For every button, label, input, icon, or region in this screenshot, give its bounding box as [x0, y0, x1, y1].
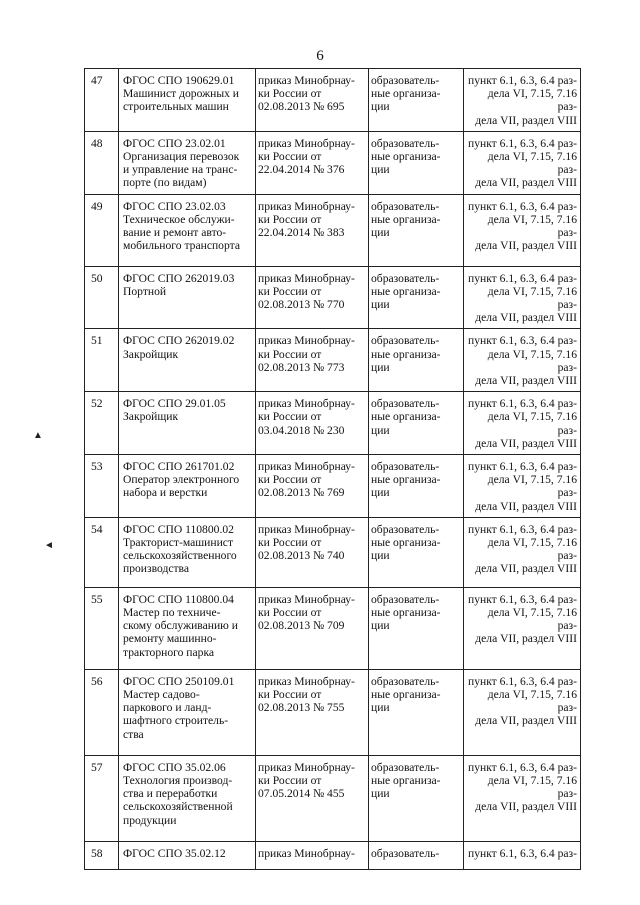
organization-cell: образователь- ные организа- ции [369, 755, 464, 841]
table-row [85, 266, 581, 329]
organization-cell: образователь- ные организа- ции [369, 329, 464, 392]
standard-cell: ФГОС СПО 110800.04 Мастер по техниче- скому обслуживанию и ремонту машинно- тракторного парка [119, 587, 256, 669]
points-cell: пункт 6.1, 6.3, 6.4 раз- дела VI, 7.15, 7.16 раз- дела VII, раздел VIII [464, 194, 581, 266]
row-number: 47 [85, 69, 119, 132]
organization-cell: образователь- ные организа- ции [369, 455, 464, 518]
table-row [85, 455, 581, 518]
order-cell: приказ Минобрнау- [256, 841, 369, 869]
points-cell: пункт 6.1, 6.3, 6.4 раз- дела VI, 7.15, 7.16 раз- дела VII, раздел VIII [464, 517, 581, 587]
organization-cell: образователь- ные организа- ции [369, 587, 464, 669]
row-number: 48 [85, 131, 119, 194]
points-cell: пункт 6.1, 6.3, 6.4 раз- дела VI, 7.15, 7.16 раз- дела VII, раздел VIII [464, 587, 581, 669]
standard-cell: ФГОС СПО 35.02.12 [119, 841, 256, 869]
row-number: 53 [85, 455, 119, 518]
scan-mark: ◄ [44, 540, 54, 551]
organization-cell: образователь- ные организа- ции [369, 669, 464, 755]
points-cell: пункт 6.1, 6.3, 6.4 раз- [464, 841, 581, 869]
table-row [85, 131, 581, 194]
order-cell: приказ Минобрнау- ки России от 02.08.2013 № 709 [256, 587, 369, 669]
table-row [85, 329, 581, 392]
points-cell: пункт 6.1, 6.3, 6.4 раз- дела VI, 7.15, 7.16 раз- дела VII, раздел VIII [464, 69, 581, 132]
row-number: 58 [85, 841, 119, 869]
table-row [85, 517, 581, 587]
page-number: 6 [316, 48, 324, 64]
row-number: 51 [85, 329, 119, 392]
order-cell: приказ Минобрнау- ки России от 02.08.2013 № 695 [256, 69, 369, 132]
order-cell: приказ Минобрнау- ки России от 02.08.2013 № 770 [256, 266, 369, 329]
table-row [85, 587, 581, 669]
organization-cell: образователь- ные организа- ции [369, 392, 464, 455]
row-number: 57 [85, 755, 119, 841]
table-row [85, 69, 581, 132]
standard-cell: ФГОС СПО 29.01.05 Закройщик [119, 392, 256, 455]
standard-cell: ФГОС СПО 23.02.01 Организация перевозок и управление на транс- порте (по видам) [119, 131, 256, 194]
order-cell: приказ Минобрнау- ки России от 02.08.2013 № 755 [256, 669, 369, 755]
organization-cell: образователь- ные организа- ции [369, 266, 464, 329]
standard-cell: ФГОС СПО 250109.01 Мастер садово- паркового и ланд- шафтного строитель- ства [119, 669, 256, 755]
row-number: 52 [85, 392, 119, 455]
table-row [85, 392, 581, 455]
row-number: 54 [85, 517, 119, 587]
order-cell: приказ Минобрнау- ки России от 22.04.2014 № 383 [256, 194, 369, 266]
points-cell: пункт 6.1, 6.3, 6.4 раз- дела VI, 7.15, 7.16 раз- дела VII, раздел VIII [464, 266, 581, 329]
standard-cell: ФГОС СПО 261701.02 Оператор электронного набора и верстки [119, 455, 256, 518]
organization-cell: образователь- ные организа- ции [369, 131, 464, 194]
points-cell: пункт 6.1, 6.3, 6.4 раз- дела VI, 7.15, 7.16 раз- дела VII, раздел VIII [464, 131, 581, 194]
order-cell: приказ Минобрнау- ки России от 22.04.2014 № 376 [256, 131, 369, 194]
points-cell: пункт 6.1, 6.3, 6.4 раз- дела VI, 7.15, 7.16 раз- дела VII, раздел VIII [464, 455, 581, 518]
organization-cell: образователь- ные организа- ции [369, 69, 464, 132]
standard-cell: ФГОС СПО 23.02.03 Техническое обслужи- вание и ремонт авто- мобильного транспорта [119, 194, 256, 266]
standard-cell: ФГОС СПО 35.02.06 Технология производ- ства и переработки сельскохозяйственной продукции [119, 755, 256, 841]
order-cell: приказ Минобрнау- ки России от 02.08.2013 № 740 [256, 517, 369, 587]
row-number: 50 [85, 266, 119, 329]
table-row [85, 669, 581, 755]
standard-cell: ФГОС СПО 190629.01 Машинист дорожных и строительных машин [119, 69, 256, 132]
table-row [85, 194, 581, 266]
organization-cell: образователь- ные организа- ции [369, 517, 464, 587]
row-number: 49 [85, 194, 119, 266]
standards-table [84, 68, 581, 870]
order-cell: приказ Минобрнау- ки России от 07.05.2014 № 455 [256, 755, 369, 841]
points-cell: пункт 6.1, 6.3, 6.4 раз- дела VI, 7.15, 7.16 раз- дела VII, раздел VIII [464, 669, 581, 755]
standard-cell: ФГОС СПО 262019.03 Портной [119, 266, 256, 329]
order-cell: приказ Минобрнау- ки России от 02.08.2013 № 773 [256, 329, 369, 392]
table-row [85, 755, 581, 841]
points-cell: пункт 6.1, 6.3, 6.4 раз- дела VI, 7.15, 7.16 раз- дела VII, раздел VIII [464, 329, 581, 392]
organization-cell: образователь- [369, 841, 464, 869]
standard-cell: ФГОС СПО 110800.02 Тракторист-машинист сельскохозяйственного производства [119, 517, 256, 587]
row-number: 56 [85, 669, 119, 755]
scan-mark: ▲ [33, 430, 43, 441]
points-cell: пункт 6.1, 6.3, 6.4 раз- дела VI, 7.15, 7.16 раз- дела VII, раздел VIII [464, 392, 581, 455]
order-cell: приказ Минобрнау- ки России от 03.04.2018 № 230 [256, 392, 369, 455]
order-cell: приказ Минобрнау- ки России от 02.08.2013 № 769 [256, 455, 369, 518]
table-row [85, 841, 581, 869]
points-cell: пункт 6.1, 6.3, 6.4 раз- дела VI, 7.15, 7.16 раз- дела VII, раздел VIII [464, 755, 581, 841]
organization-cell: образователь- ные организа- ции [369, 194, 464, 266]
row-number: 55 [85, 587, 119, 669]
standard-cell: ФГОС СПО 262019.02 Закройщик [119, 329, 256, 392]
